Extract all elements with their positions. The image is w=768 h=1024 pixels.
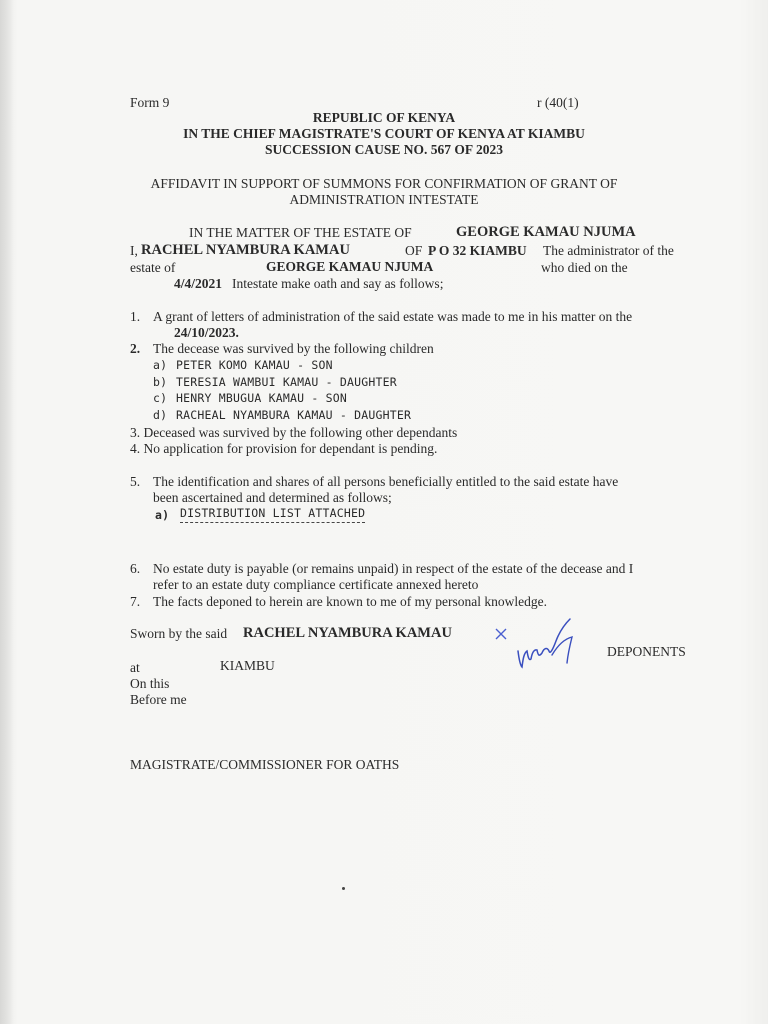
sworn-at-label: at <box>130 660 140 675</box>
sworn-place: KIAMBU <box>220 658 275 673</box>
item-4-text: 4. No application for provision for dependant is pending. <box>130 441 438 456</box>
item-2-text: The decease was survived by the following children <box>153 341 434 356</box>
item-1-number: 1. <box>130 309 141 324</box>
intro-of: OF <box>405 243 423 258</box>
estate-of-label: estate of <box>130 260 176 275</box>
item-3-text: 3. Deceased was survived by the following other dependants <box>130 425 458 440</box>
matter-prefix: IN THE MATTER OF THE ESTATE OF <box>189 225 412 240</box>
item-5-line1: The identification and shares of all persons beneficially entitled to the said estate have <box>153 474 619 489</box>
item-1-date: 24/10/2023. <box>174 325 239 340</box>
deponent-address: P O 32 KIAMBU <box>428 243 527 258</box>
oath-text: Intestate make oath and say as follows; <box>232 276 444 291</box>
child-label: b) <box>153 375 168 389</box>
child-name: TERESIA WAMBUI KAMAU - DAUGHTER <box>176 375 397 389</box>
child-name: HENRY MBUGUA KAMAU - SON <box>176 391 347 405</box>
before-me-label: Before me <box>130 692 187 707</box>
on-this-label: On this <box>130 676 170 691</box>
item-5-line2: been ascertained and determined as follows; <box>153 490 392 505</box>
intro-i: I, <box>130 243 138 258</box>
affidavit-title-line1: AFFIDAVIT IN SUPPORT OF SUMMONS FOR CONFIRMATION OF GRANT OF <box>150 176 618 191</box>
child-label: c) <box>153 391 168 405</box>
matter-deceased-name: GEORGE KAMAU NJUMA <box>456 224 636 240</box>
child-name: PETER KOMO KAMAU - SON <box>176 358 333 372</box>
child-label: a) <box>153 358 168 372</box>
death-date: 4/4/2021 <box>174 276 223 291</box>
item-2-number: 2. <box>130 341 141 356</box>
item-6-number: 6. <box>130 561 141 576</box>
item-5-number: 5. <box>130 474 141 489</box>
child-label: d) <box>153 408 168 422</box>
cause-heading: SUCCESSION CAUSE NO. 567 OF 2023 <box>264 142 504 157</box>
item-6-line2: refer to an estate duty compliance certificate annexed hereto <box>153 577 479 592</box>
item-1-text: A grant of letters of administration of the said estate was made to me in his matter on the <box>153 309 633 324</box>
magistrate-label: MAGISTRATE/COMMISSIONER FOR OATHS <box>130 757 400 772</box>
court-heading: IN THE CHIEF MAGISTRATE'S COURT OF KENYA AT KIAMBU <box>183 126 585 141</box>
deponent-signature <box>492 615 582 675</box>
deponents-label: DEPONENTS <box>607 644 686 659</box>
item-7-number: 7. <box>130 594 141 609</box>
administrator-text: The administrator of the <box>543 243 674 258</box>
sworn-name: RACHEL NYAMBURA KAMAU <box>243 625 452 641</box>
item-5a-text: DISTRIBUTION LIST ATTACHED <box>180 505 365 523</box>
deponent-name: RACHEL NYAMBURA KAMAU <box>141 242 350 258</box>
republic-heading: REPUBLIC OF KENYA <box>312 110 456 125</box>
rule-reference: r (40(1) <box>537 95 579 110</box>
estate-deceased-name: GEORGE KAMAU NJUMA <box>266 259 434 274</box>
ink-speck <box>342 887 345 890</box>
affidavit-title-line2: ADMINISTRATION INTESTATE <box>289 192 479 207</box>
died-on-label: who died on the <box>541 260 628 275</box>
item-7-text: The facts deponed to herein are known to me of my personal knowledge. <box>153 594 547 609</box>
child-name: RACHEAL NYAMBURA KAMAU - DAUGHTER <box>176 408 412 422</box>
item-5a-label: a) <box>155 508 170 522</box>
form-number: Form 9 <box>130 95 170 110</box>
sworn-prefix: Sworn by the said <box>130 626 228 641</box>
item-6-line1: No estate duty is payable (or remains unpaid) in respect of the estate of the decease and I <box>153 561 634 576</box>
